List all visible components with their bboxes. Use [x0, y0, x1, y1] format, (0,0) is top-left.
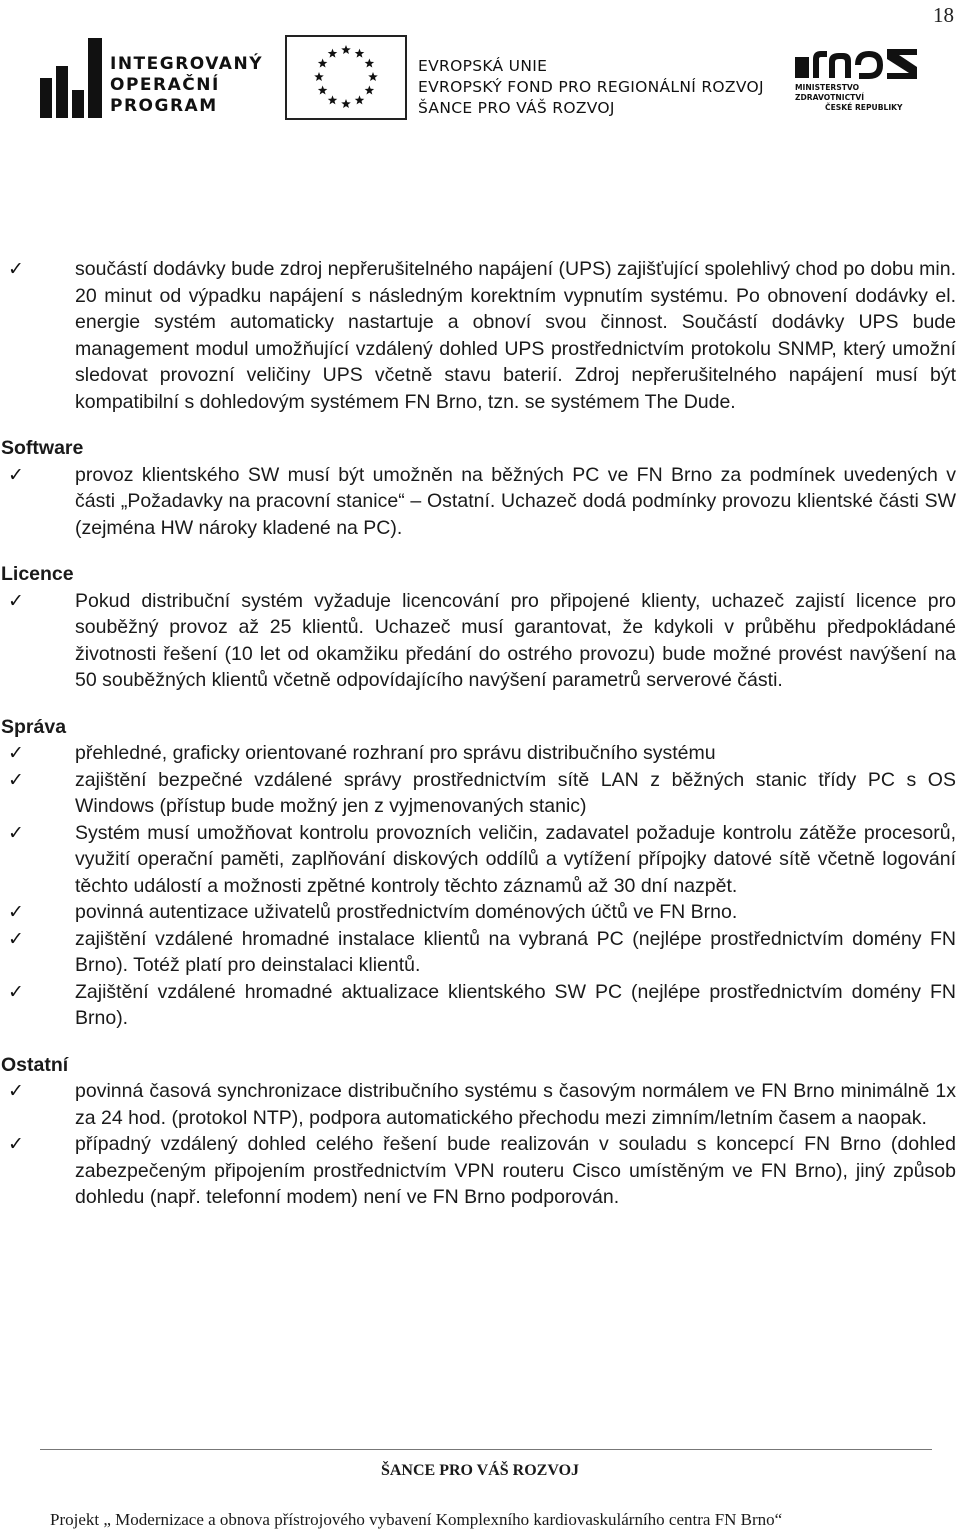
list-item: ✓ přehledné, graficky orientované rozhraní pro správu distribučního systému: [0, 740, 960, 767]
eu-star-icon: [355, 49, 365, 58]
section-heading-ostatni: Ostatní: [1, 1053, 69, 1076]
eu-star-icon: [318, 86, 328, 95]
eu-star-icon: [341, 99, 351, 108]
checkmark-icon: ✓: [8, 1080, 24, 1102]
checkmark-icon: ✓: [8, 463, 24, 486]
eu-star-icon: [328, 49, 338, 58]
eu-flag-icon: [285, 35, 407, 120]
footer-divider: [40, 1449, 932, 1450]
list-item: ✓ provoz klientského SW musí být umožněn na běžných PC ve FN Brno za podmínek uvedených v části „Požadavky na pracovní stanice“ – Ostatní. Uchazeč dodá podmínky provozu klientské části SW (zejména HW nároky kladené na PC).: [8, 463, 956, 539]
eu-star-icon: [328, 95, 338, 104]
footer-slogan: ŠANCE PRO VÁŠ ROZVOJ: [380, 1462, 580, 1479]
checkmark-icon: ✓: [8, 927, 24, 950]
iop-bars-icon: [40, 38, 104, 118]
eu-logo: [285, 35, 765, 120]
eu-star-icon: [318, 59, 328, 68]
list-item: ✓ případný vzdálený dohled celého řešení bude realizován v souladu s koncepcí FN Brno (dohled zabezpečeným připojením prostřednictvím VPN routeru Cisco umístěným ve FN Brno), jiný způsob dohledu (např. telefonní modem) není ve FN Brno podporován.: [8, 1133, 956, 1208]
list-item: ✓ Pokud distribuční systém vyžaduje licencování pro připojené klienty, uchazeč zajistí licence pro souběžný provoz až 25 klientů. Uchazeč musí garantovat, že kdykoli v průběhu předpokládané životnosti řešení (10 let od okamžiku předání do ostrého provozu) bude možné provést navýšení na 50 souběžných klientů včetně odpovídajícího navýšení parametrů serverové části.: [8, 589, 956, 691]
eu-logo-text: EVROPSKÁ UNIE EVROPSKÝ FOND PRO REGIONÁLNÍ ROZVOJ ŠANCE PRO VÁŠ ROZVOJ: [418, 57, 764, 117]
eu-star-icon: [341, 45, 351, 54]
checkmark-icon: ✓: [8, 901, 24, 923]
list-item: ✓ Zajištění vzdálené hromadné aktualizace klientského SW PC (nejlépe prostřednictvím domény FN Brno).: [8, 980, 956, 1029]
list-item: ✓ zajištění vzdálené hromadné instalace klientů na vybraná PC (nejlépe prostřednictvím domény FN Brno). Totéž platí pro deinstalaci klientů.: [8, 927, 956, 976]
checkmark-icon: ✓: [8, 589, 24, 612]
section-heading-software: Software: [1, 437, 84, 459]
footer-project-title: Projekt „ Modernizace a obnova přístrojového vybavení Komplexního kardiovaskulárního centra FN Brno“: [50, 1510, 783, 1529]
eu-star-icon: [365, 86, 375, 95]
iop-logo: [40, 38, 263, 118]
document-body: [0, 256, 960, 1211]
checkmark-icon: ✓: [8, 768, 24, 791]
section-heading-licence: Licence: [1, 563, 74, 585]
list-item: ✓ povinná časová synchronizace distribučního systému s časovým normálem ve FN Brno minimálně 1x za 24 hod. (protokol NTP), podpora automatického přechodu mezi zimním/letním časem a naopak.: [8, 1080, 956, 1129]
ministry-logo-text: MINISTERSTVO ZDRAVOTNICTVÍ ČESKÉ REPUBLIKY: [795, 83, 903, 112]
checkmark-icon: ✓: [8, 1133, 24, 1155]
checkmark-icon: ✓: [8, 742, 24, 764]
page-number: 18: [933, 3, 954, 27]
eu-star-icon: [355, 95, 365, 104]
list-item: ✓ Systém musí umožňovat kontrolu provozních veličin, zadavatel požaduje kontrolu zátěže procesorů, využití operační paměti, zaplňování diskových oddílů a vytížení přípojky datové sítě včetně logování těchto událostí a možnosti zpětné kontroly těchto záznamů až 30 dní nazpět.: [8, 821, 956, 897]
checkmark-icon: ✓: [8, 980, 24, 1003]
list-item: ✓ zajištění bezpečné vzdálené správy prostřednictvím sítě LAN z běžných stanic třídy PC s OS Windows (přístup bude možný jen z vyjmenovaných stanic): [8, 768, 956, 817]
list-item: ✓ povinná autentizace uživatelů prostřednictvím doménových účtů ve FN Brno.: [0, 899, 960, 926]
checkmark-icon: ✓: [8, 258, 24, 280]
eu-star-icon: [365, 59, 375, 68]
ministry-mark-icon: [795, 45, 920, 80]
eu-star-icon: [314, 72, 324, 81]
iop-logo-text: INTEGROVANÝ OPERAČNÍ PROGRAM: [110, 54, 263, 116]
ministry-logo: [795, 45, 925, 115]
eu-star-icon: [368, 72, 378, 81]
section-heading-sprava: Správa: [1, 715, 67, 738]
list-item: ✓ součástí dodávky bude zdroj nepřerušitelného napájení (UPS) zajišťující spolehlivý chod po dobu min. 20 minut od výpadku napájení s následným korektním vypnutím systému. Po obnovení dodávky el. energie systém automaticky nastartuje a obnoví svou činnost. Součástí dodávky UPS bude management modul umožňující vzdálený dohled UPS prostřednictvím protokolu SNMP, který umožní sledovat provozní veličiny UPS včetně stavu baterií. Zdroj nepřerušitelného napájení musí být kompatibilní s dohledovým systémem FN Brno, tzn. se systémem The Dude.: [8, 258, 956, 413]
checkmark-icon: ✓: [8, 821, 24, 844]
